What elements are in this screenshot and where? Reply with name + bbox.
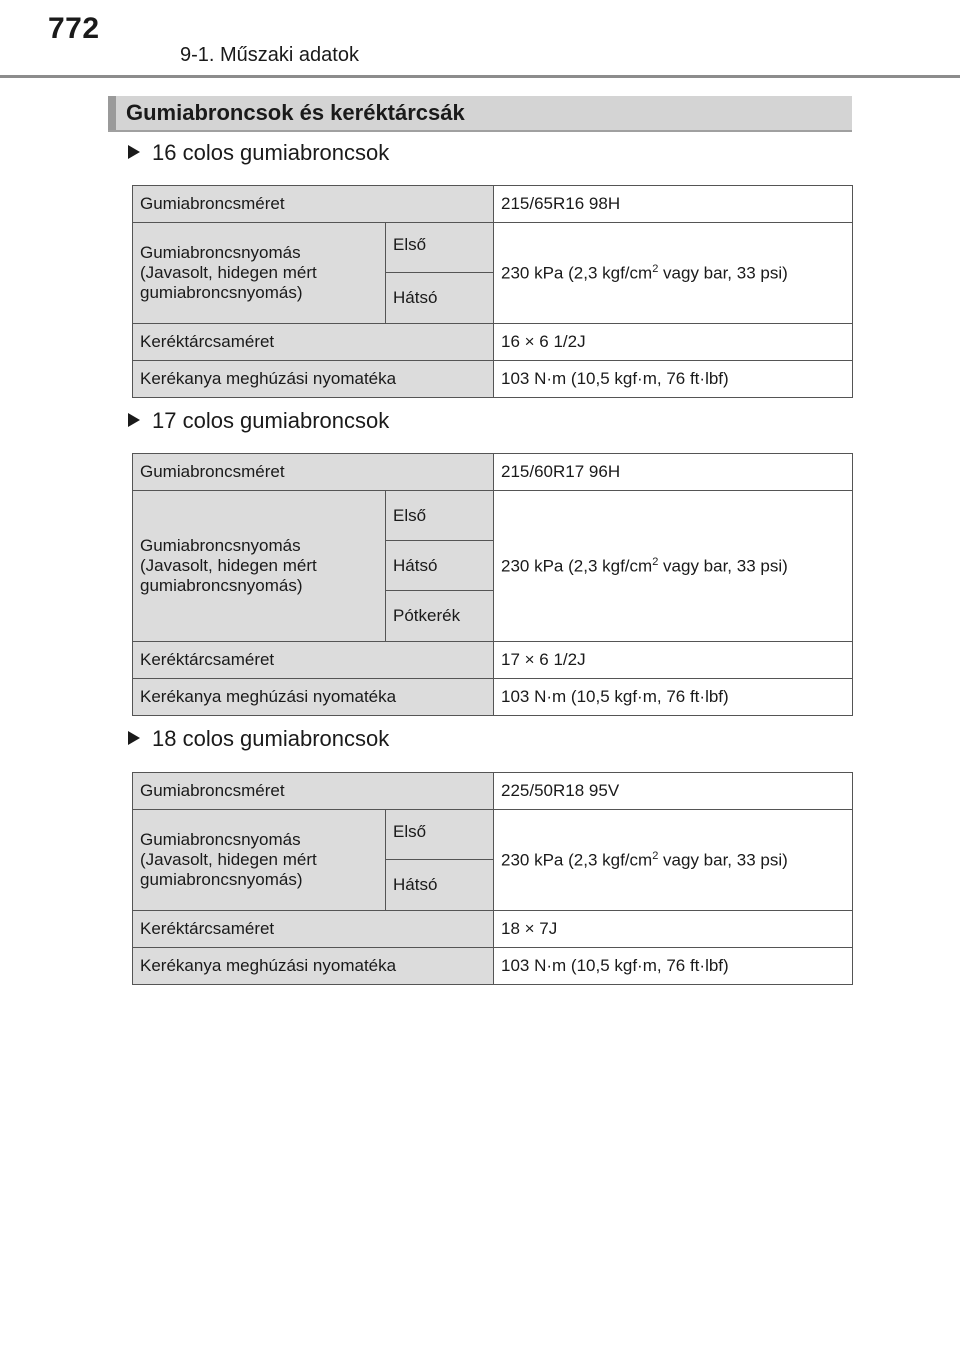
table-row [133, 948, 853, 985]
nut-torque-label: Kerékanya meghúzási nyomatéka [133, 679, 494, 716]
pressure-value [494, 810, 853, 911]
tire-size-label: Gumiabroncsméret [133, 454, 494, 491]
nut-torque-value: 103 N·m (10,5 kgf·m, 76 ft·lbf) [494, 679, 853, 716]
nut-torque-label: Kerékanya meghúzási nyomatéka [133, 948, 494, 985]
table-row [133, 223, 853, 273]
tire-table-18-inch [132, 772, 853, 985]
subheading-label: 17 colos gumiabroncsok [152, 408, 390, 433]
wheel-size-label: Keréktárcsaméret [133, 324, 494, 361]
pressure-label-line: Gumiabroncsnyomás [140, 243, 301, 262]
wheel-size-value: 18 × 7J [494, 911, 853, 948]
wheel-size-label: Keréktárcsaméret [133, 642, 494, 679]
pressure-label-line: (Javasolt, hidegen mért [140, 263, 317, 282]
subheading-label: 16 colos gumiabroncsok [152, 140, 390, 165]
rear-label: Hátsó [386, 860, 494, 911]
pressure-label-line: gumiabroncsnyomás) [140, 283, 303, 302]
triangle-bullet-icon [128, 413, 140, 427]
tire-size-value: 215/60R17 96H [494, 454, 853, 491]
wheel-size-value: 16 × 6 1/2J [494, 324, 853, 361]
tire-table-17-inch [132, 453, 853, 716]
pressure-value-rest: vagy bar, 33 psi) [658, 850, 788, 870]
pressure-value-exponent: 2 [652, 849, 659, 862]
section-title: Gumiabroncsok és keréktárcsák [126, 100, 465, 125]
pressure-label [133, 491, 386, 642]
pressure-value-rest: vagy bar, 33 psi) [658, 263, 788, 283]
pressure-label [133, 223, 386, 324]
table-row [133, 186, 853, 223]
header-divider [0, 75, 960, 78]
chapter-title: 9-1. Műszaki adatok [180, 44, 359, 66]
front-label: Első [386, 491, 494, 541]
tire-table-16-inch [132, 185, 853, 398]
table-row [133, 491, 853, 541]
pressure-value [494, 223, 853, 324]
front-label: Első [386, 810, 494, 860]
pressure-label-line: Gumiabroncsnyomás [140, 536, 301, 555]
pressure-value [494, 491, 853, 642]
table-row [133, 773, 853, 810]
table-row [133, 454, 853, 491]
tire-size-value: 225/50R18 95V [494, 773, 853, 810]
rear-label: Hátsó [386, 541, 494, 591]
pressure-label [133, 810, 386, 911]
tire-size-value: 215/65R16 98H [494, 186, 853, 223]
table-row [133, 911, 853, 948]
rear-label: Hátsó [386, 273, 494, 324]
pressure-value-exponent: 2 [652, 262, 659, 275]
nut-torque-label: Kerékanya meghúzási nyomatéka [133, 361, 494, 398]
pressure-value-main: 230 kPa (2,3 kgf/cm [501, 850, 653, 870]
nut-torque-value: 103 N·m (10,5 kgf·m, 76 ft·lbf) [494, 948, 853, 985]
subheading-17-inch [128, 408, 389, 434]
table-row [133, 361, 853, 398]
triangle-bullet-icon [128, 145, 140, 159]
triangle-bullet-icon [128, 731, 140, 745]
table-row [133, 642, 853, 679]
spare-label: Pótkerék [386, 591, 494, 642]
pressure-label-line: gumiabroncsnyomás) [140, 870, 303, 889]
pressure-label-line: Gumiabroncsnyomás [140, 830, 301, 849]
pressure-value-exponent: 2 [652, 555, 659, 568]
tire-size-label: Gumiabroncsméret [133, 773, 494, 810]
pressure-label-line: (Javasolt, hidegen mért [140, 556, 317, 575]
pressure-label-line: (Javasolt, hidegen mért [140, 850, 317, 869]
pressure-value-main: 230 kPa (2,3 kgf/cm [501, 556, 653, 576]
subheading-16-inch [128, 140, 389, 166]
page-number: 772 [48, 12, 100, 45]
wheel-size-value: 17 × 6 1/2J [494, 642, 853, 679]
pressure-label-line: gumiabroncsnyomás) [140, 576, 303, 595]
tire-size-label: Gumiabroncsméret [133, 186, 494, 223]
nut-torque-value: 103 N·m (10,5 kgf·m, 76 ft·lbf) [494, 361, 853, 398]
table-row [133, 810, 853, 860]
table-row [133, 679, 853, 716]
front-label: Első [386, 223, 494, 273]
subheading-18-inch [128, 726, 389, 752]
table-row [133, 324, 853, 361]
wheel-size-label: Keréktárcsaméret [133, 911, 494, 948]
pressure-value-rest: vagy bar, 33 psi) [658, 556, 788, 576]
pressure-value-main: 230 kPa (2,3 kgf/cm [501, 263, 653, 283]
subheading-label: 18 colos gumiabroncsok [152, 726, 390, 751]
